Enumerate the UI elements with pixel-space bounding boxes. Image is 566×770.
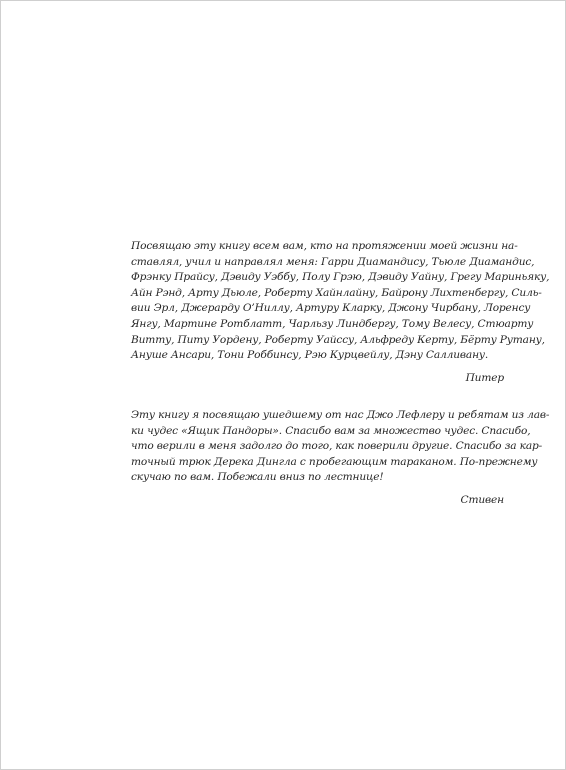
- signature-peter: Питер: [465, 371, 504, 384]
- dedication-line: Фрэнку Прайсу, Дэвиду Уэббу, Полу Грэю, Дэвиду Уайну, Грегу Мариньяку,: [131, 271, 550, 284]
- dedication-line: вии Эрл, Джерарду О’Ниллу, Артуру Кларку, Джону Чирбану, Лоренсу: [131, 302, 531, 315]
- dedication-line: точный трюк Дерека Дингла с пробегающим тараканом. По-прежнему: [131, 455, 538, 468]
- dedication-line: Эту книгу я посвящаю ушедшему от нас Джо Лефлеру и ребятам из лав-: [131, 409, 550, 421]
- dedication-peter: [131, 239, 550, 386]
- dedication-line: Посвящаю эту книгу всем вам, кто на протяжении моей жизни на-: [131, 240, 518, 252]
- dedication-line: Айн Рэнд, Арту Дьюле, Роберту Хайнлайну, Байрону Лихтенбергу, Силь-: [131, 286, 542, 299]
- dedication-line: ки чудес «Ящик Пандоры». Спасибо вам за множество чудес. Спасибо,: [131, 424, 531, 437]
- dedication-line: Витту, Питу Уордену, Роберту Уайссу, Альфреду Керту, Бёрту Рутану,: [131, 333, 545, 346]
- dedication-line: Ануше Ансари, Тони Роббинсу, Рэю Курцвейлу, Дэну Салливану.: [131, 349, 489, 362]
- dedication-line: Янгу, Мартине Ротблатт, Чарльзу Линдбергу, Тому Велесу, Стюарту: [131, 317, 534, 330]
- dedication-line: ставлял, учил и направлял меня: Гарри Диамандису, Тьюле Диамандис,: [131, 255, 535, 268]
- dedication-steven: [131, 408, 550, 509]
- signature-steven: Стивен: [460, 493, 504, 506]
- dedication-line: скучаю по вам. Побежали вниз по лестнице!: [131, 471, 384, 484]
- dedication-line: что верили в меня задолго до того, как поверили другие. Спасибо за кар-: [131, 440, 543, 453]
